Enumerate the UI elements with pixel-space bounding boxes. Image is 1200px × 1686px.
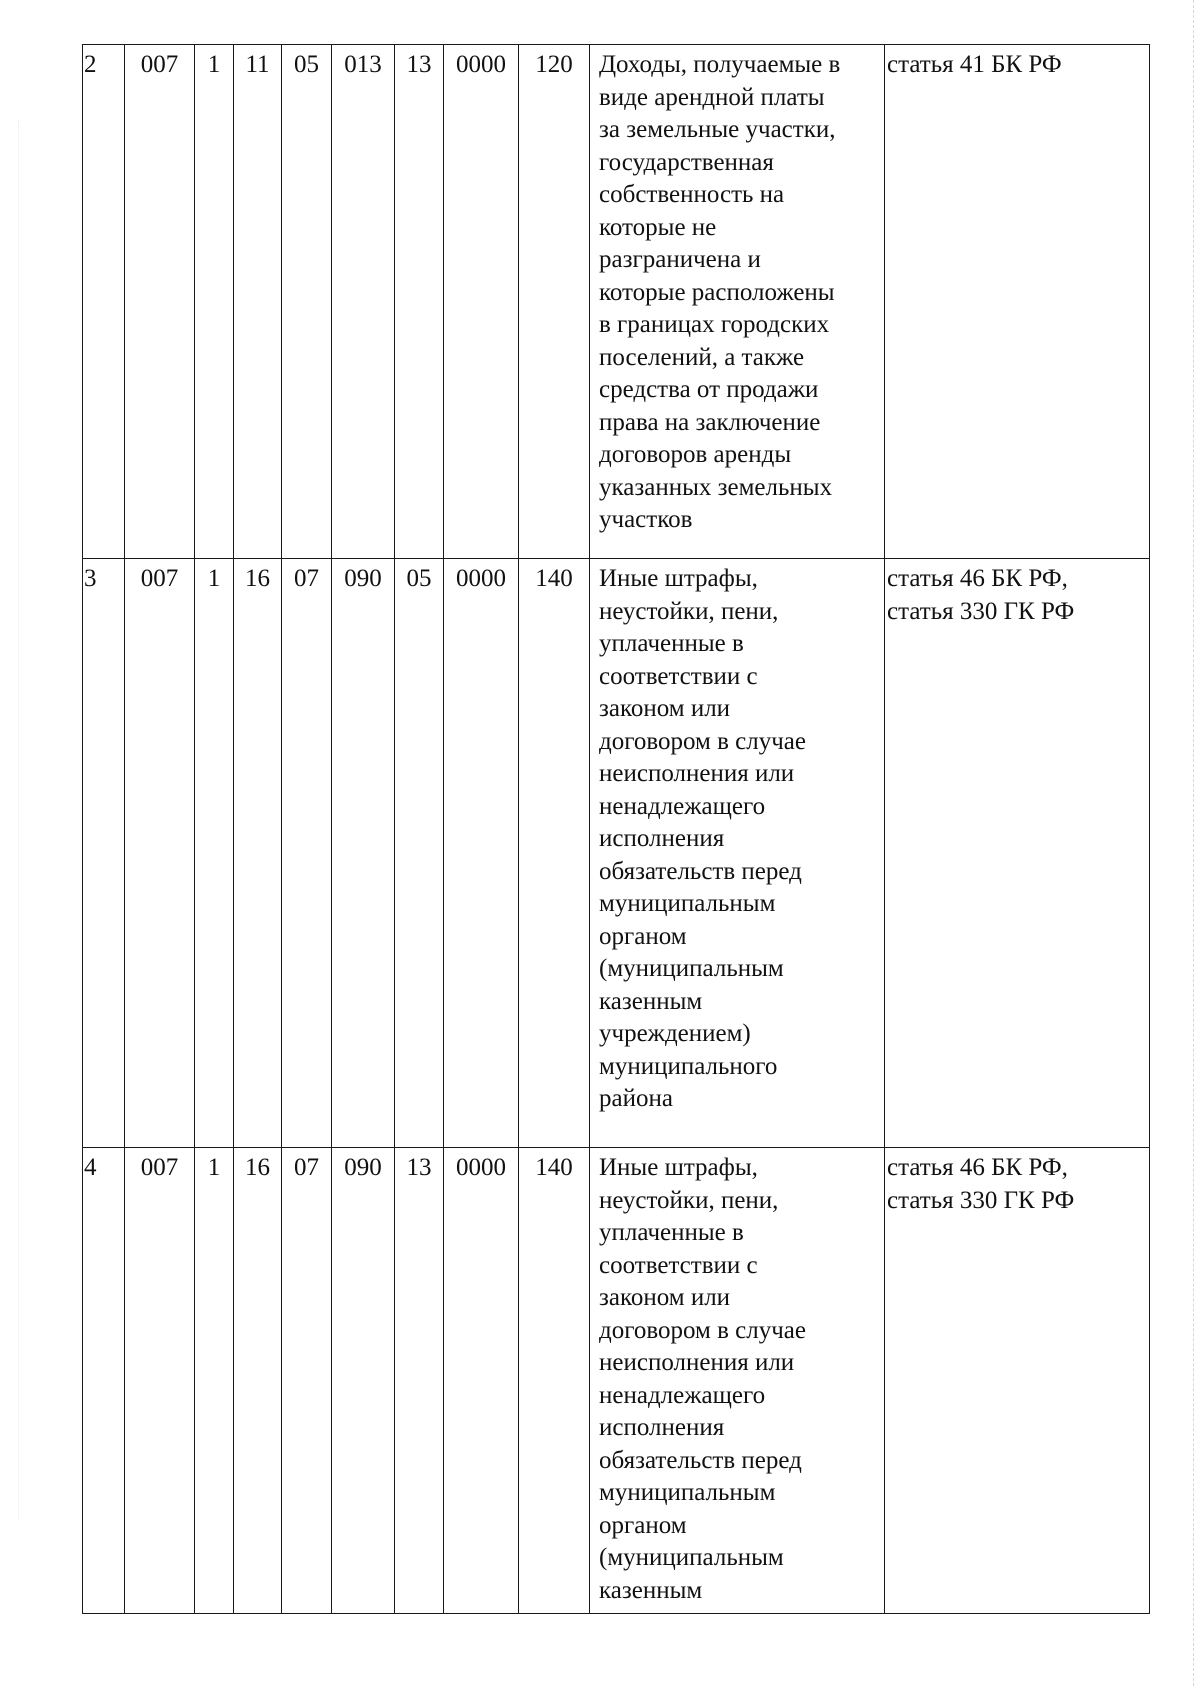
legal-basis-line: статья 330 ГК РФ (887, 1186, 1075, 1214)
description-line: договором в случае (599, 727, 806, 755)
description-line: средства от продажи (599, 376, 819, 403)
admin-code: 007 (125, 1148, 195, 1614)
article-code: 07 (282, 1148, 332, 1614)
admin-code: 007 (125, 559, 195, 1148)
row-number: 4 (83, 1148, 125, 1614)
economic-class-code: 120 (519, 45, 590, 559)
description-line: муниципальным (599, 1479, 776, 1506)
program-code: 0000 (444, 559, 519, 1148)
admin-code: 007 (125, 45, 195, 559)
description-line: соответствии с (599, 662, 758, 690)
description-line: договоров аренды (599, 441, 792, 468)
description-line: уплаченные в (599, 1219, 744, 1246)
element-code: 13 (395, 1148, 444, 1614)
description-line: (муниципальным (599, 955, 784, 982)
description-line: обязательств перед (599, 857, 802, 885)
legal-basis-line: статья 46 БК РФ, (887, 565, 1068, 592)
subarticle-code: 090 (332, 1148, 395, 1614)
legal-basis-line: статья 330 ГК РФ (887, 597, 1075, 625)
economic-class-code: 140 (519, 559, 590, 1148)
description-line: муниципальным (599, 890, 776, 917)
description-line: Иные штрафы, (599, 1154, 758, 1181)
row-number: 2 (83, 45, 125, 559)
scan-edge-mark-left (18, 120, 20, 1520)
scan-edge-mark (1192, 0, 1194, 1686)
subarticle-code: 090 (332, 559, 395, 1148)
group-code: 1 (195, 45, 234, 559)
description-line: которые не (599, 213, 717, 241)
table-row (83, 1148, 1150, 1614)
description-line: права на заключение (599, 408, 821, 436)
description-line: муниципального (599, 1052, 778, 1080)
table-row (83, 45, 1150, 559)
description-line: органом (599, 1511, 687, 1539)
description-line: Иные штрафы, (599, 565, 758, 592)
legal-basis (885, 1148, 1150, 1614)
description-line: неисполнения или (599, 760, 795, 787)
legal-basis (885, 559, 1150, 1148)
row-number: 3 (83, 559, 125, 1148)
description-line: ненадлежащего (599, 792, 766, 820)
description-line: органом (599, 922, 687, 950)
description-line: района (599, 1085, 673, 1112)
group-code: 1 (195, 1148, 234, 1614)
description-line: законом или (599, 1284, 731, 1311)
legal-basis-line: статья 46 БК РФ, (887, 1154, 1068, 1181)
revenue-description (590, 45, 885, 559)
description-line: соответствии с (599, 1251, 758, 1279)
description-line: виде арендной платы (599, 83, 825, 111)
economic-class-code: 140 (519, 1148, 590, 1614)
description-line: разграничена и (599, 246, 761, 273)
subgroup-code: 16 (234, 559, 282, 1148)
description-line: казенным (599, 1576, 703, 1604)
description-line: договором в случае (599, 1316, 806, 1344)
description-line: уплаченные в (599, 630, 744, 657)
description-line: государственная (599, 148, 774, 176)
description-line: законом или (599, 695, 731, 722)
description-line: собственность на (599, 181, 785, 208)
group-code: 1 (195, 559, 234, 1148)
description-line: исполнения (599, 825, 725, 852)
subgroup-code: 11 (234, 45, 282, 559)
description-line: Доходы, получаемые в (599, 51, 841, 78)
article-code: 07 (282, 559, 332, 1148)
description-line: указанных земельных (599, 473, 833, 501)
element-code: 13 (395, 45, 444, 559)
description-line: в границах городских (599, 311, 830, 338)
program-code: 0000 (444, 45, 519, 559)
legal-basis (885, 45, 1150, 559)
description-line: за земельные участки, (599, 116, 836, 143)
description-line: участков (599, 506, 693, 533)
revenue-description (590, 1148, 885, 1614)
description-line: обязательств перед (599, 1446, 802, 1474)
description-line: неустойки, пени, (599, 1186, 779, 1214)
description-line: ненадлежащего (599, 1381, 766, 1409)
table-row (83, 559, 1150, 1148)
description-line: неисполнения или (599, 1349, 795, 1376)
element-code: 05 (395, 559, 444, 1148)
description-line: поселений, а также (599, 343, 805, 371)
legal-basis-line: статья 41 БК РФ (887, 51, 1062, 78)
description-line: которые расположены (599, 278, 835, 306)
program-code: 0000 (444, 1148, 519, 1614)
description-line: казенным (599, 987, 703, 1015)
article-code: 05 (282, 45, 332, 559)
description-line: исполнения (599, 1414, 725, 1441)
subgroup-code: 16 (234, 1148, 282, 1614)
description-line: неустойки, пени, (599, 597, 779, 625)
revenue-description (590, 559, 885, 1148)
subarticle-code: 013 (332, 45, 395, 559)
description-line: (муниципальным (599, 1544, 784, 1571)
description-line: учреждением) (599, 1020, 751, 1047)
budget-revenue-table (82, 44, 1150, 1614)
